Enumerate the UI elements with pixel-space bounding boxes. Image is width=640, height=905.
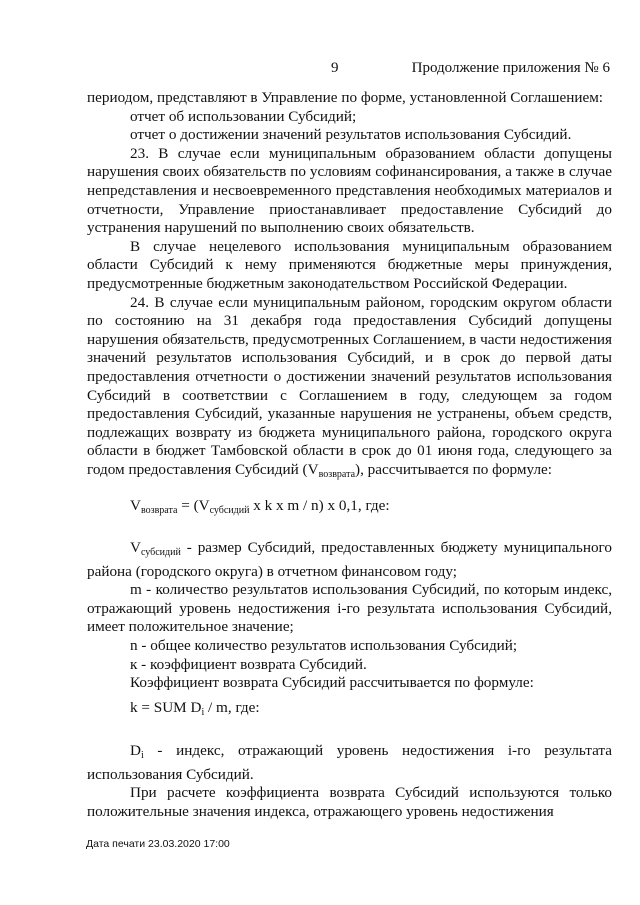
paragraph: периодом, представляют в Управление по форме, установленной Соглашением: bbox=[87, 89, 604, 106]
subscript: субсидий bbox=[140, 547, 181, 558]
continuation-label: Продолжение приложения № 6 bbox=[411, 60, 610, 76]
paragraph-24-tail: ), рассчитывается по формуле: bbox=[355, 460, 552, 478]
formula-symbol: D bbox=[130, 742, 141, 759]
formula-part: k = SUM D bbox=[130, 699, 202, 716]
formula-symbol: V bbox=[130, 539, 141, 556]
definition-k: к - коэффициент возврата Субсидий. bbox=[130, 655, 367, 673]
formula-symbol: V bbox=[130, 497, 141, 514]
definitions-block bbox=[87, 539, 612, 693]
paragraph-24 bbox=[87, 294, 612, 485]
body-text-top bbox=[87, 89, 612, 484]
print-date: Дата печати 23.03.2020 17:00 bbox=[86, 838, 230, 850]
formula-coefficient bbox=[130, 699, 260, 718]
formula-part: / m, где: bbox=[204, 699, 260, 716]
definition-text: - размер Субсидий, предоставленных бюджету муниципального района (городского округа) в отчетном финансовом году; bbox=[87, 539, 612, 580]
subscript: субсидий bbox=[209, 505, 250, 516]
formula-part: x k x m / n) x 0,1, где: bbox=[249, 497, 390, 514]
subscript: возврата bbox=[140, 505, 178, 516]
definition-text: - индекс, отражающий уровень недостижения i-го результата использования Субсидий. bbox=[87, 742, 612, 783]
definition-n: n - общее количество результатов использования Субсидий; bbox=[130, 636, 518, 654]
formula-part: = (V bbox=[177, 497, 210, 514]
paragraph: отчет о достижении значений результатов использования Субсидий. bbox=[130, 126, 572, 144]
paragraph-24-text: 24. В случае если муниципальным районом, городским округом области по состоянию на 31 декабря года предоставления Субсидий допущены нарушения обязательств, предусмотренных Соглашением, в части недостижения значений результатов использования Субсидий, и в срок до первой даты предоставления отчетности о достижении значений результатов использования Субсидий в соответствии с Соглашением в году, следующем за годом предоставления Субсидий, указанные нарушения не устранены, объем средств, подлежащих возврату из бюджета муниципального района, городского округа области в бюджет Тамбовской области в срок до 01 июня года, следующего за годом предоставления Субсидий (V bbox=[87, 293, 612, 478]
paragraph: При расчете коэффициента возврата Субсидий используются только положительные значения индекса, отражающего уровень недостижения bbox=[87, 784, 612, 820]
subscript: возврата bbox=[318, 468, 356, 480]
paragraph-23: 23. В случае если муниципальным образованием области допущены нарушения своих обязательств по условиям софинансирования, а также в случае непредставления и несвоевременного представления необходимых материалов и отчетности, Управление приостанавливает предоставление Субсидий до устранения нарушений по выполнению своих обязательств. bbox=[87, 144, 612, 237]
subscript: i bbox=[201, 707, 205, 718]
paragraph: Коэффициент возврата Субсидий рассчитывается по формуле: bbox=[130, 674, 534, 692]
subscript: i bbox=[140, 750, 144, 761]
paragraph: В случае нецелевого использования муниципальным образованием области Субсидий к нему применяются бюджетные меры принуждения, предусмотренные бюджетным законодательством Российской Федерации. bbox=[87, 237, 612, 292]
paragraph: отчет об использовании Субсидий; bbox=[130, 107, 357, 125]
definition-v bbox=[87, 539, 612, 581]
body-text-bottom bbox=[87, 742, 612, 821]
definition-di bbox=[87, 742, 612, 784]
definition-m: m - количество результатов использования Субсидий, по которым индекс, отражающий уровень недостижения i-го результата использования Субсидий, имеет положительное значение; bbox=[87, 581, 612, 636]
formula-return-amount bbox=[130, 497, 390, 516]
page-number: 9 bbox=[331, 60, 339, 76]
